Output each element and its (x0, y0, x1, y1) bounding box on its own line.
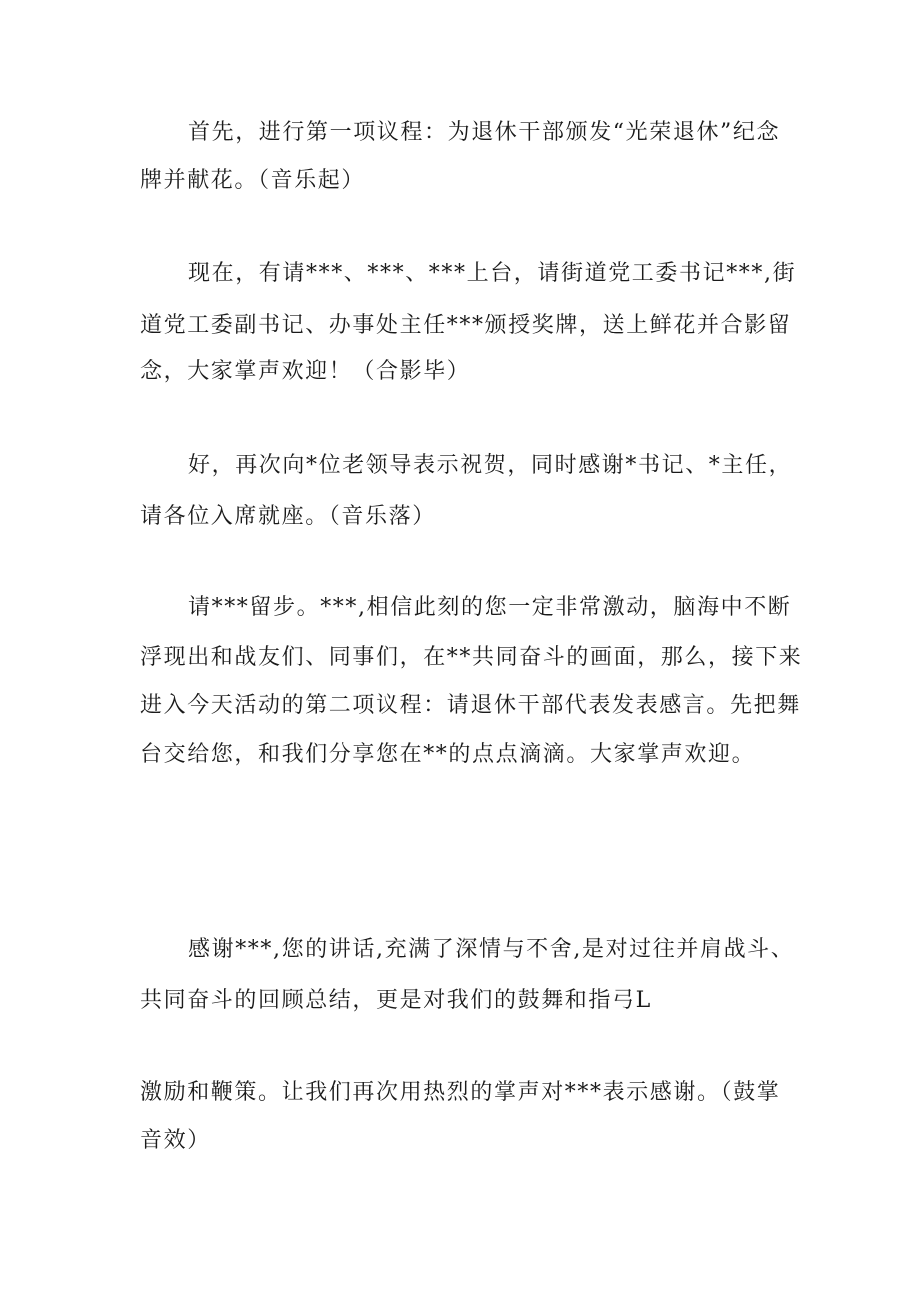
paragraph-2-line-1: 现在，有请***、***、***上台，请街道党工委书记***,街 (188, 261, 797, 286)
paragraph-4-line-3: 进入今天活动的第二项议程：请退休干部代表发表感言。先把舞 (140, 693, 801, 718)
paragraph-1-line-1: 首先，进行第一项议程：为退休干部颁发“光荣退休”纪念 (188, 120, 781, 145)
paragraph-4-line-2: 浮现出和战友们、同事们，在**共同奋斗的画面，那么，接下来 (140, 645, 803, 670)
paragraph-5-line-2: 共同奋斗的回顾总结，更是对我们的鼓舞和指弓L (140, 988, 652, 1013)
paragraph-3-line-2: 请各位入席就座。（音乐落） (140, 504, 436, 529)
paragraph-5-line-1: 感谢***,您的讲话,充满了深情与不舍,是对过往并肩战斗、 (188, 937, 795, 962)
paragraph-6-line-2: 音效） (140, 1128, 211, 1153)
paragraph-3-line-1: 好，再次向*位老领导表示祝贺，同时感谢*书记、*主任， (188, 453, 793, 478)
paragraph-4-line-1: 请***留步。***,相信此刻的您一定非常激动，脑海中不断 (188, 595, 792, 620)
paragraph-1-line-2: 牌并献花。（音乐起） (140, 168, 366, 193)
paragraph-6-line-1: 激励和鞭策。让我们再次用热烈的掌声对***表示感谢。（鼓掌 (140, 1080, 781, 1105)
paragraph-2-line-2: 道党工委副书记、办事处主任***颁授奖牌，送上鲜花并合影留 (140, 313, 792, 338)
paragraph-2-line-3: 念，大家掌声欢迎！（合影毕） (140, 359, 471, 384)
paragraph-4-line-4: 台交给您，和我们分享您在**的点点滴滴。大家掌声欢迎。 (140, 742, 756, 767)
